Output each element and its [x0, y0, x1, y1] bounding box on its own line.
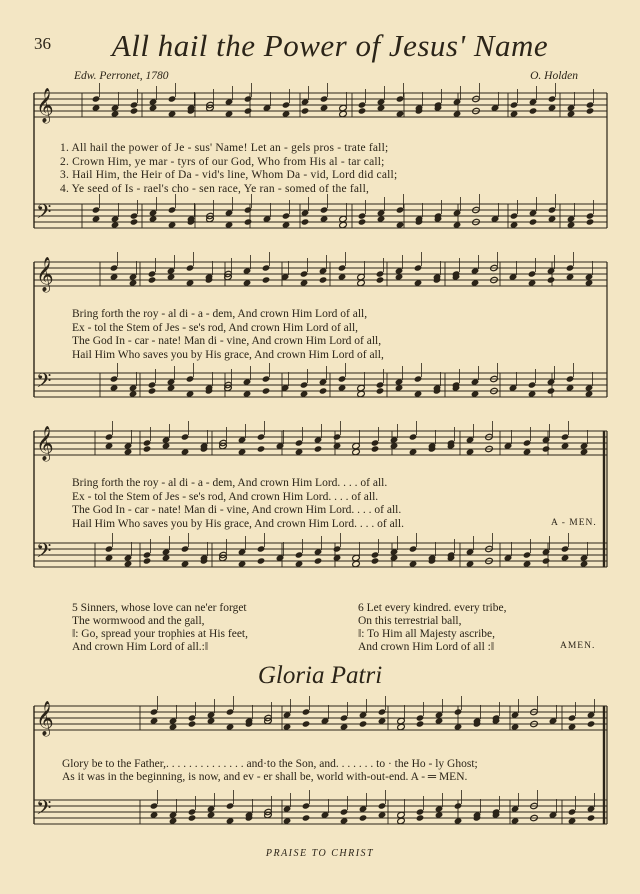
stanza-line: 6 Let every kindred. every tribe,	[358, 602, 507, 614]
stanza-line: On this terrestrial ball,	[358, 615, 462, 627]
page-number: 36	[34, 34, 51, 53]
lyric-line: Bring forth the roy - al di - a - dem, And crown Him Lord of all,	[72, 308, 368, 320]
stanza-line: And crown Him Lord of all.:‖	[72, 641, 209, 653]
lyric-line: 2. Crown Him, ye mar - tyrs of our God, Who from His al - tar call;	[60, 155, 385, 168]
svg-text:𝄢: 𝄢	[36, 796, 52, 824]
lyric-line: Ex - tol the Stem of Jes - se's rod, And crown Him Lord. . . . of all.	[72, 490, 379, 503]
gloria-lyric-line-1: Glory be to the Father,. . . . . . . . . . . . . . and·to the Son, and. . . . . . . to · the Ho - ly Ghost;	[62, 758, 478, 770]
system1-lyrics	[60, 142, 397, 196]
stanza-line: ‖: To Him all Majesty ascribe,	[358, 628, 495, 640]
author-credit: Edw. Perronet, 1780	[74, 70, 169, 82]
lyric-line: 1. All hail the power of Je - sus' Name! Let an - gels pros - trate fall;	[60, 142, 389, 154]
stanza-line: The wormwood and the gall,	[72, 615, 205, 627]
svg-text:𝄞: 𝄞	[36, 88, 54, 123]
lyric-line: Hail Him Who saves you by His grace, And crown Him Lord of all,	[72, 348, 384, 361]
lyric-line: Hail Him Who saves you by His grace, And crown Him Lord. . . . of all.	[72, 517, 404, 530]
stanza-line: ‖: Go, spread your trophies at His feet,	[72, 628, 249, 640]
gloria-lyric-line-2: As it was in the beginning, is now, and ev - er shall be, world with-out-end. A - ═ MEN.	[62, 771, 468, 783]
lyric-line: 3. Hail Him, the Heir of Da - vid's line, Whom Da - vid, Lord did call;	[60, 169, 398, 181]
lyric-line: The God In - car - nate! Man di - vine, And crown Him Lord. . . . of all.	[72, 504, 402, 516]
svg-text:𝄢: 𝄢	[36, 369, 52, 397]
stanza-line: And crown Him Lord of all :‖	[358, 641, 495, 653]
lyric-line: 4. Ye seed of Is - rael's cho - sen race, Ye ran - somed of the fall,	[60, 182, 370, 195]
lyric-line: Bring forth the roy - al di - a - dem, And crown Him Lord. . . . of all.	[72, 477, 388, 489]
svg-text:𝄢: 𝄢	[36, 200, 52, 228]
amen-label: A - MEN.	[551, 518, 597, 528]
svg-text:𝄞: 𝄞	[36, 426, 54, 461]
svg-text:𝄞: 𝄞	[36, 257, 54, 292]
lyric-line: The God In - car - nate! Man di - vine, And crown Him Lord of all,	[72, 335, 382, 347]
stanza-6	[358, 602, 506, 654]
hymn-title: All hail the Power of Jesus' Name	[111, 28, 549, 63]
system3-lyrics	[72, 477, 404, 531]
page-footer: PRAISE TO CHRIST	[265, 848, 375, 859]
gloria-title: Gloria Patri	[257, 662, 383, 689]
svg-text:𝄢: 𝄢	[36, 539, 52, 567]
system2-lyrics	[72, 308, 384, 362]
lyric-line: Ex - tol the Stem of Jes - se's rod, And crown Him Lord of all,	[72, 321, 359, 334]
stanza-line: 5 Sinners, whose love can ne'er forget	[72, 602, 247, 614]
stanza-5	[72, 602, 248, 654]
svg-text:𝄞: 𝄞	[36, 701, 54, 736]
composer-credit: O. Holden	[530, 70, 578, 82]
amen-label-2: AMEN.	[560, 641, 596, 651]
